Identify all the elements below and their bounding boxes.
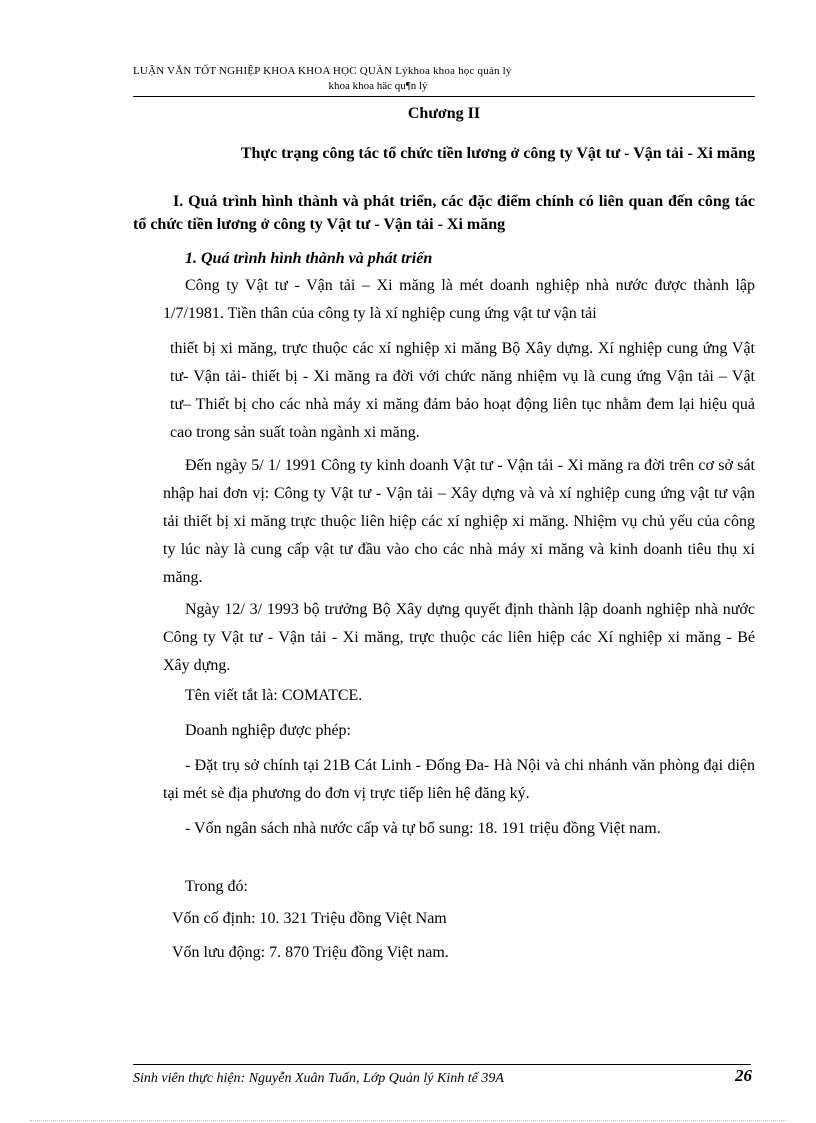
paragraph-establishment: Ngày 12/ 3/ 1993 bộ trưởng Bộ Xây dựng quyết định thành lập doanh nghiệp nhà nước Công ty Vật tư - Vận tải - Xi măng, trực thuộc các liên hiệp các Xí nghiệp xi măng - Bé Xây dựng. xyxy=(163,601,755,674)
fixed-capital-line: Vốn cố định: 10. 321 Triệu đồng Việt Nam xyxy=(172,910,447,927)
section-heading: I. Quá trình hình thành và phát triển, các đặc điểm chính có liên quan đến công tác tổ chức tiền lương ở công ty Vật tư - Vận tải - Xi măng xyxy=(133,193,755,233)
paragraph-founding: Công ty Vật tư - Vận tải – Xi măng là mét doanh nghiệp nhà nước được thành lập 1/7/1981. Tiền thân của công ty là xí nghiệp cung ứng vật tư vận tải xyxy=(163,277,755,322)
chapter-title: Thực trạng công tác tổ chức tiền lương ở công ty Vật tư - Vận tải - Xi măng xyxy=(240,145,755,162)
page-number: 26 xyxy=(735,1066,752,1085)
footer-author: Sinh viên thực hiện: Nguyễn Xuân Tuấn, Lớp Quản lý Kinh tế 39A xyxy=(133,1071,504,1086)
header-divider xyxy=(133,96,755,97)
paragraph-predecessor: thiết bị xi măng, trực thuộc các xí nghiệp xi măng Bộ Xây dựng. Xí nghiệp cung ứng Vật tư- Vận tải- thiết bị - Xi măng ra đời với chức năng nhiệm vụ là cung ứng Vận tải – Vật tư– Thiết bị cho các nhà máy xi măng đảm bảo hoạt động liên tục nhằm đem lại hiệu quả cao trong sản suất toàn ngành xi măng. xyxy=(170,340,755,441)
page-bottom-edge xyxy=(30,1120,786,1121)
running-header-line1: LUẬN VĂN TỐT NGHIỆP KHOA KHOA HỌC QUẢN Lýkhoa khoa học quản lý xyxy=(133,65,512,77)
working-capital-line: Vốn lưu động: 7. 870 Triệu đồng Việt nam. xyxy=(172,944,449,961)
subsection-heading: 1. Quá trình hình thành và phát triển xyxy=(185,250,433,267)
paragraph-headquarters: - Đặt trụ sở chính tại 21B Cát Linh - Đống Đa- Hà Nội và chi nhánh văn phòng đại diện tại mét sè địa phương do đơn vị trực tiếp liên hệ đăng ký. xyxy=(163,757,755,802)
of-which-line: Trong đó: xyxy=(185,878,248,895)
paragraph-merger: Đến ngày 5/ 1/ 1991 Công ty kinh doanh Vật tư - Vận tải - Xi măng ra đời trên cơ sở sát nhập hai đơn vị: Công ty Vật tư - Vận tải – Xây dựng và và xí nghiệp cung ứng vật tư vận tải thiết bị xi măng trực thuộc liên hiệp các xí nghiệp xi măng. Nhiệm vụ chủ yếu của công ty lúc này là cung cấp vật tư đầu vào cho các nhà máy xi măng và kinh doanh tiêu thụ xi măng. xyxy=(163,457,755,586)
abbreviation-line: Tên viết tắt là: COMATCE. xyxy=(185,687,363,704)
paragraph-capital: - Vốn ngân sách nhà nước cấp và tự bổ sung: 18. 191 triệu đồng Việt nam. xyxy=(185,820,661,837)
permission-line: Doanh nghiệp được phép: xyxy=(185,722,351,739)
footer-divider xyxy=(133,1064,751,1065)
chapter-label: Chương II xyxy=(407,105,481,122)
running-header-line2: khoa khoa häc qu¶n lý xyxy=(328,80,428,92)
